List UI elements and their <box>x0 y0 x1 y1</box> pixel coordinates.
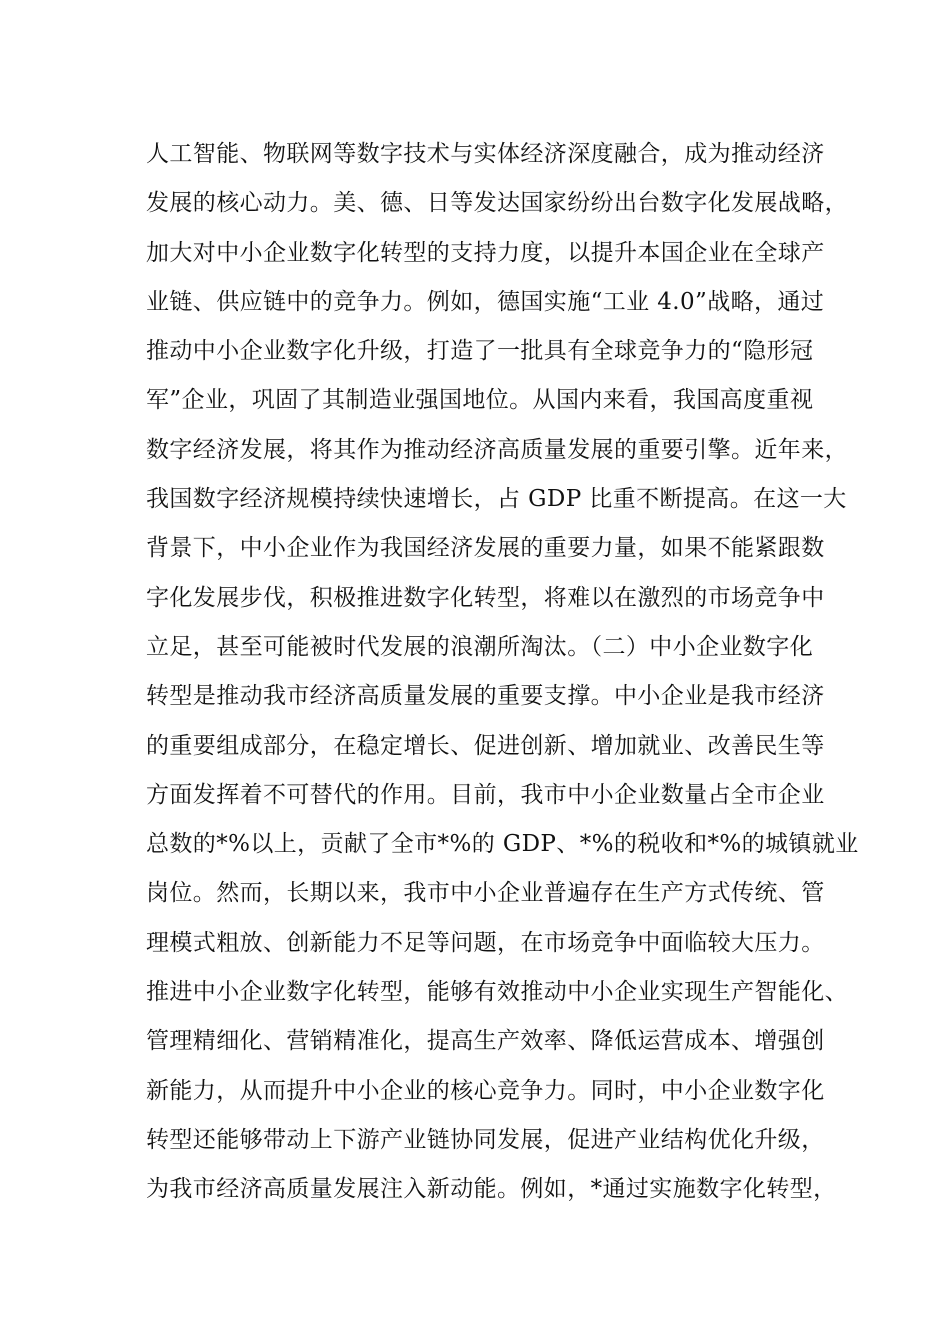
text-line: 理模式粗放、创新能力不足等问题，在市场竞争中面临较大压力。 <box>146 929 825 956</box>
text-line: 字化发展步伐，积极推进数字化转型，将难以在激烈的市场竞争中 <box>146 584 825 611</box>
text-line: 我国数字经济规模持续快速增长，占 GDP 比重不断提高。在这一大 <box>146 486 847 513</box>
text-line: 为我市经济高质量发展注入新动能。例如，*通过实施数字化转型， <box>146 1176 837 1203</box>
text-line: 管理精细化、营销精准化，提高生产效率、降低运营成本、增强创 <box>146 1028 825 1055</box>
text-line: 新能力，从而提升中小企业的核心竞争力。同时，中小企业数字化 <box>146 1077 825 1104</box>
text-line: 总数的*%以上，贡献了全市*%的 GDP、*%的税收和*%的城镇就业 <box>146 831 859 858</box>
text-line: 推进中小企业数字化转型，能够有效推动中小企业实现生产智能化、 <box>146 979 848 1006</box>
text-line: 人工智能、物联网等数字技术与实体经济深度融合，成为推动经济 <box>146 141 825 167</box>
text-line: 推动中小企业数字化升级，打造了一批具有全球竞争力的“隐形冠 <box>146 338 814 365</box>
text-line: 的重要组成部分，在稳定增长、促进创新、增加就业、改善民生等 <box>146 732 825 759</box>
text-line: 加大对中小企业数字化转型的支持力度，以提升本国企业在全球产 <box>146 239 825 266</box>
text-line: 岗位。然而，长期以来，我市中小企业普遍存在生产方式传统、管 <box>146 880 825 907</box>
text-line: 方面发挥着不可替代的作用。目前，我市中小企业数量占全市企业 <box>146 781 825 808</box>
text-line: 背景下，中小企业作为我国经济发展的重要力量，如果不能紧跟数 <box>146 535 825 562</box>
text-line: 发展的核心动力。美、德、日等发达国家纷纷出台数字化发展战略， <box>146 190 848 217</box>
text-line: 数字经济发展，将其作为推动经济高质量发展的重要引擎。近年来， <box>146 436 848 463</box>
text-line: 业链、供应链中的竞争力。例如，德国实施“工业 4.0”战略，通过 <box>146 288 825 315</box>
text-line: 军”企业，巩固了其制造业强国地位。从国内来看，我国高度重视 <box>146 387 814 414</box>
text-line: 转型是推动我市经济高质量发展的重要支撑。中小企业是我市经济 <box>146 683 825 710</box>
body-text <box>146 130 859 1215</box>
text-line: 立足，甚至可能被时代发展的浪潮所淘汰。（二）中小企业数字化 <box>146 633 814 660</box>
text-line: 转型还能够带动上下游产业链协同发展，促进产业结构优化升级， <box>146 1126 825 1153</box>
